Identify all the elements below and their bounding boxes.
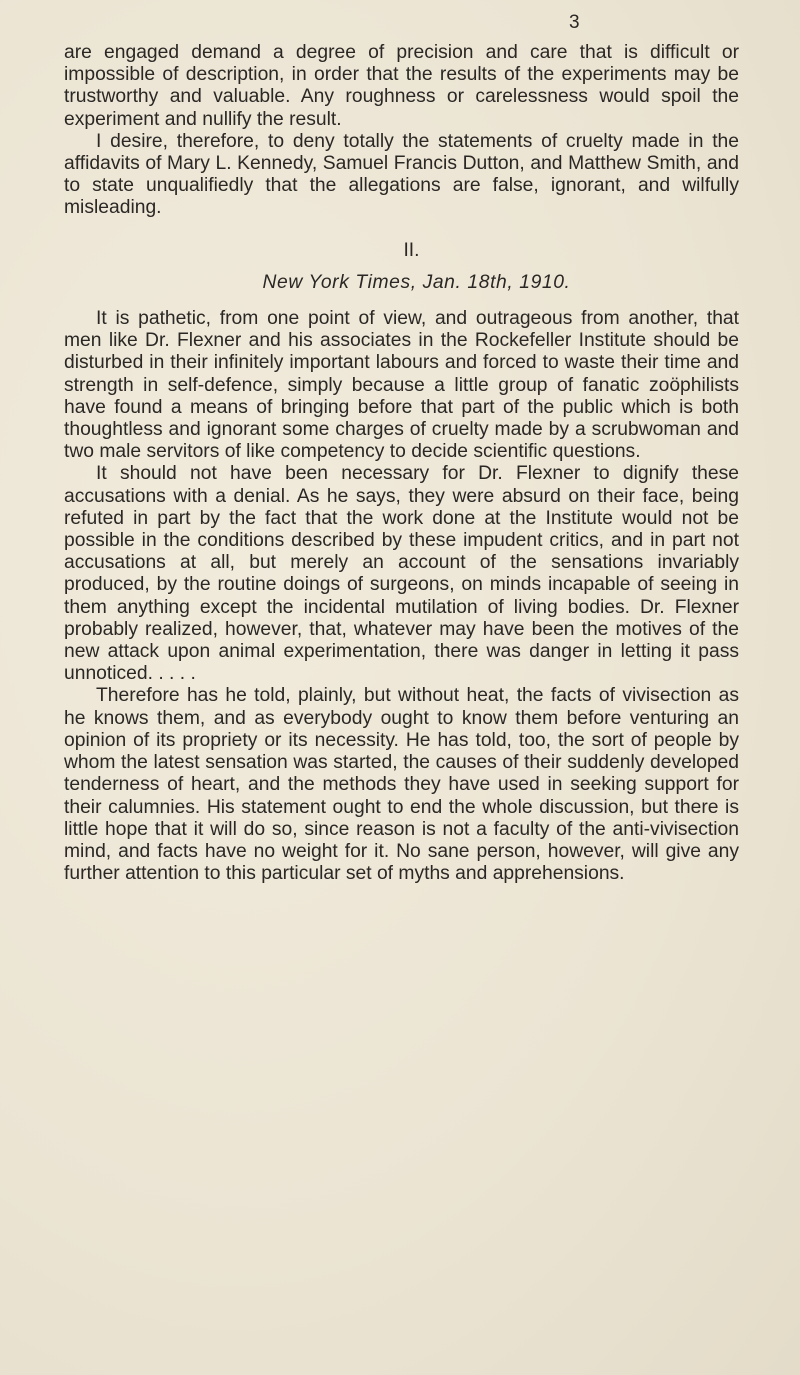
body-text xyxy=(64,42,739,885)
paragraph-denial: I desire, therefore, to deny totally the statements of cruelty made in the affidavits of Mary L. Kennedy, Samuel Francis Dutton, and Matthew Smith, and to state unqualifiedly that the allegations are false, ignorant, and wilfully misleading. xyxy=(64,130,739,219)
section-source: New York Times, Jan. 18th, 1910. xyxy=(262,271,571,293)
page-number: 3 xyxy=(569,12,580,33)
paragraph-accusations: It should not have been necessary for Dr. Flexner to dignify these accusations with a denial. As he says, they were absurd on their face, being refuted in part by the fact that the work done at the Institute would not be possible in the conditions described by these impudent critics, and in part not accusations at all, but merely an account of the sensations invariably produced, by the routine doings of surgeons, on minds incapable of seeing in them anything except the incidental mutilation of living bodies. Dr. Flexner probably realized, however, that, whatever may have been the motives of the new attack upon animal experimentation, there was danger in letting it pass unnoticed. . . . . xyxy=(64,463,739,685)
paragraph-pathetic: It is pathetic, from one point of view, and outrageous from another, that men like Dr. Flexner and his associates in the Rockefeller Institute should be disturbed in their infinitely important labours and forced to waste their time and strength in self-defence, simply because a little group of fanatic zoöphilists have found a means of bringing before that part of the public which is both thoughtless and ignorant some charges of cruelty made by a scrubwoman and two male servitors of like competency to decide scientific questions. xyxy=(64,308,739,463)
section-number: II. xyxy=(403,239,420,261)
paragraph-conclusion: Therefore has he told, plainly, but without heat, the facts of vivisection as he knows them, and as everybody ought to know them before venturing an opinion of its propriety or its necessity. He has told, too, the sort of people by whom the latest sensation was started, the causes of their suddenly developed tenderness of heart, and the methods they have used in seeking support for their calumnies. His statement ought to end the whole discussion, but there is little hope that it will do so, since reason is not a faculty of the anti-vivisection mind, and facts have no weight for it. No sane person, however, will give any further attention to this particular set of myths and apprehensions. xyxy=(64,685,739,885)
paragraph-continuation: are engaged demand a degree of precision and care that is difficult or impossible of description, in order that the results of the experiments may be trustworthy and valuable. Any roughness or carelessness would spoil the experiment and nullify the result. xyxy=(64,42,739,130)
